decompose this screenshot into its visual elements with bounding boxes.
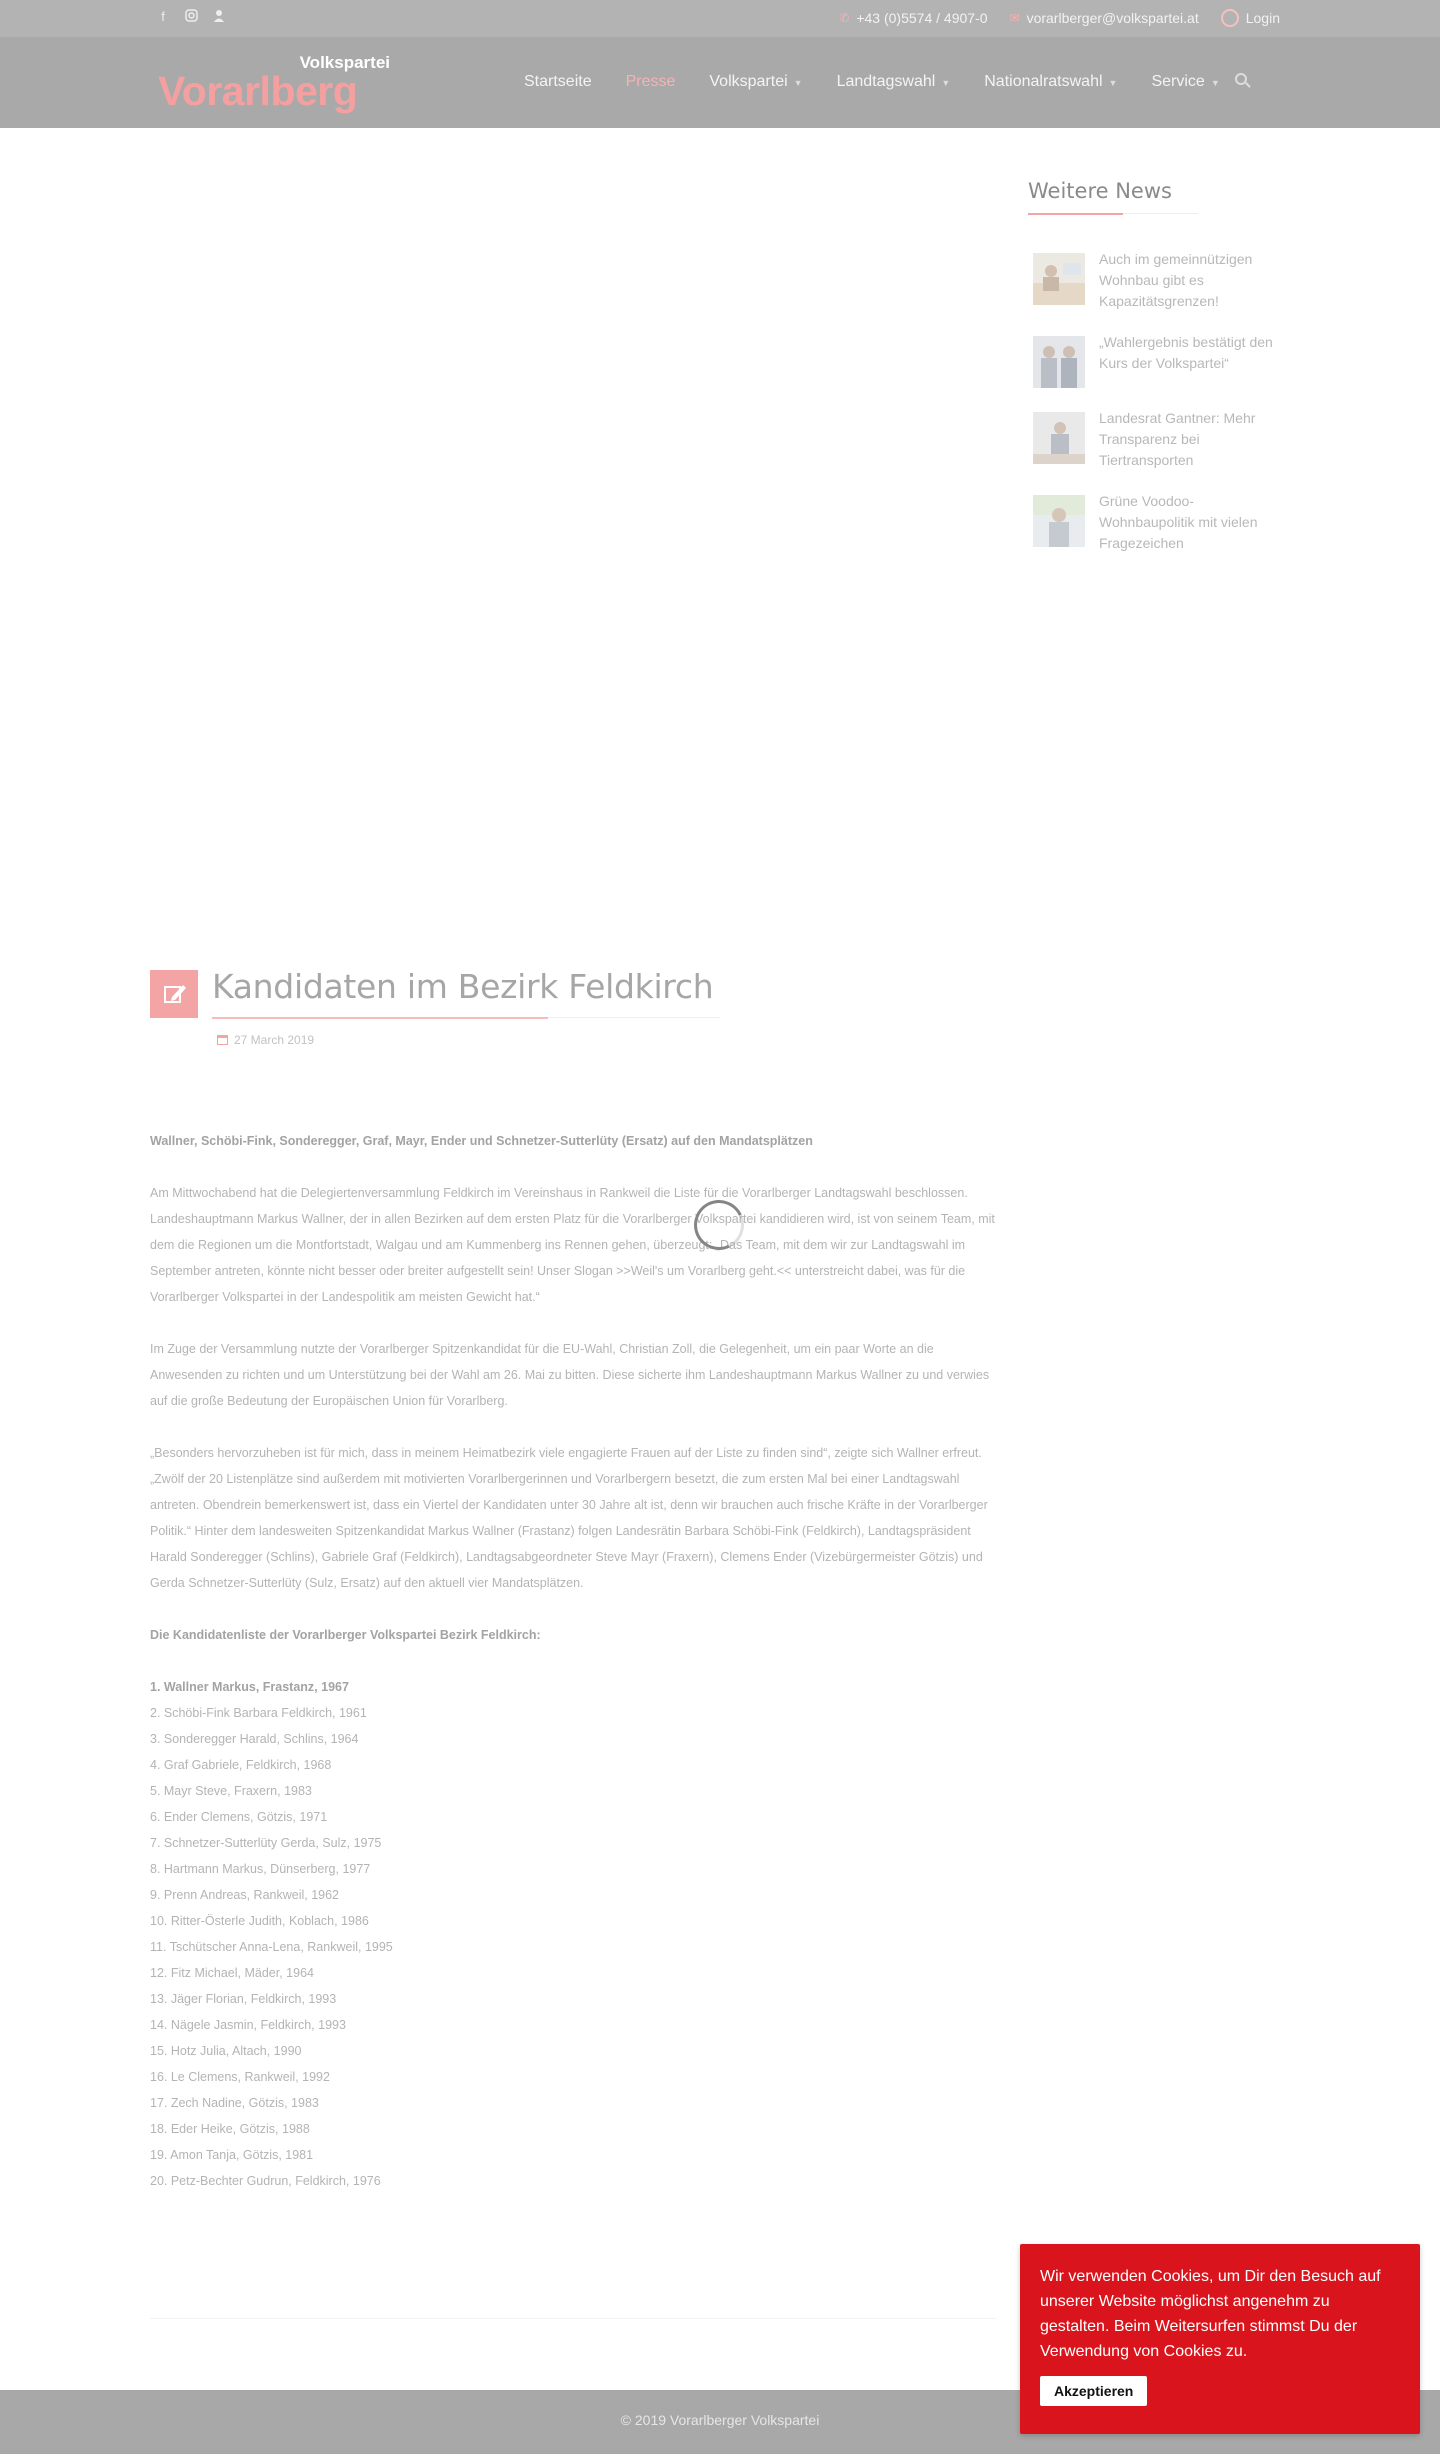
article-paragraph: Am Mittwochabend hat die Delegiertenversammlung Feldkirch im Vereinshaus in Rankweil die Liste für die Vorarlberger Landtagswahl beschlossen. Landeshauptmann Markus Wallner, der in allen Bezirken auf dem ersten Platz für die Vorarlberger Volkspartei kandidieren wird, ist von seinem Team, mit dem die Regionen um die Montfortstadt, Walgau und am Kummenberg ins Rennen gehen, überzeugt: „Das Team, mit dem wir zur Landtagswahl im September antreten, könnte nicht besser oder breiter aufgestellt sein! Unser Slogan >>Weil's um Vorarlberg geht.<< unterstreicht dabei, was für die Vorarlberger Volkspartei in der Landespolitik am meisten Gewicht hat.“ [150, 1186, 995, 1304]
nav-item-volkspartei[interactable] [709, 73, 802, 91]
calendar-icon [217, 1035, 228, 1045]
list-item: 6. Ender Clemens, Götzis, 1971 [150, 1810, 328, 1824]
login-link[interactable] [1221, 9, 1280, 27]
search-icon[interactable] [1235, 73, 1251, 89]
list-item: 8. Hartmann Markus, Dünserberg, 1977 [150, 1862, 371, 1876]
user-icon[interactable] [212, 9, 226, 25]
contact-info [839, 9, 1280, 27]
nav-label: Startseite [524, 73, 592, 90]
list-item: 10. Ritter-Österle Judith, Koblach, 1986 [150, 1914, 369, 1928]
article-paragraph: Im Zuge der Versammlung nutzte der Vorarlberger Spitzenkandidat für die EU-Wahl, Christian Zoll, die Gelegenheit, um ein paar Worte an die Anwesenden zu richten und um Unterstützung bei der Wahl am 26. Mai zu bitten. Diese sicherte ihm Landeshauptmann Markus Wallner zu und verwies auf die große Bedeutung der Europäischen Union für Vorarlberg. [150, 1342, 990, 1408]
content-divider [150, 2318, 996, 2319]
site-header [0, 37, 1440, 128]
nav-label: Nationalratswahl [984, 73, 1103, 90]
news-thumbnail[interactable] [1033, 412, 1085, 464]
title-underline [212, 1017, 720, 1018]
phone-number: +43 (0)5574 / 4907-0 [856, 10, 988, 26]
edit-icon [150, 970, 198, 1018]
list-item: 12. Fitz Michael, Mäder, 1964 [150, 1966, 314, 1980]
nav-item-startseite[interactable] [524, 73, 592, 91]
article-title: Kandidaten im Bezirk Feldkirch [212, 967, 714, 1006]
list-item: 7. Schnetzer-Sutterlüty Gerda, Sulz, 1975 [150, 1836, 382, 1850]
cookie-banner [1020, 2244, 1420, 2434]
news-title[interactable]: Grüne Voodoo-Wohnbaupolitik mit vielen Fragezeichen [1099, 493, 1258, 551]
chevron-down-icon: ▼ [1108, 78, 1118, 88]
news-title[interactable]: Landesrat Gantner: Mehr Transparenz bei Tiertransporten [1099, 410, 1256, 468]
news-thumbnail[interactable] [1033, 336, 1085, 388]
candidate-list [150, 1674, 1000, 2194]
list-item: 16. Le Clemens, Rankweil, 1992 [150, 2070, 330, 2084]
sidebar-news [1028, 178, 1278, 574]
envelope-icon: ✉ [1009, 11, 1020, 25]
nav-item-presse[interactable] [626, 73, 676, 91]
cookie-message: Wir verwenden Cookies, um Dir den Besuch auf unserer Website möglichst angenehm zu gestalten. Beim Weitersurfen stimmst Du der Verwendung von Cookies zu. [1040, 2268, 1381, 2360]
news-item[interactable] [1028, 408, 1278, 471]
nav-label: Presse [625, 73, 676, 90]
nav-label: Service [1151, 73, 1205, 90]
news-list [1028, 249, 1278, 554]
nav-item-service[interactable] [1151, 73, 1219, 91]
social-links [156, 9, 226, 25]
login-label: Login [1245, 10, 1280, 26]
article-body [150, 1128, 1000, 2194]
list-item: 15. Hotz Julia, Altach, 1990 [150, 2044, 302, 2058]
list-item: 14. Nägele Jasmin, Feldkirch, 1993 [150, 2018, 346, 2032]
top-bar [0, 0, 1440, 37]
list-item: 20. Petz-Bechter Gudrun, Feldkirch, 1976 [150, 2174, 381, 2188]
list-item: 3. Sonderegger Harald, Schlins, 1964 [150, 1732, 359, 1746]
list-item: 4. Graf Gabriele, Feldkirch, 1968 [150, 1758, 332, 1772]
article-date [217, 1033, 314, 1047]
news-item[interactable] [1028, 332, 1278, 388]
article-paragraph: „Besonders hervorzuheben ist für mich, dass in meinem Heimatbezirk viele engagierte Frauen auf der Liste zu finden sind“, zeigte sich Wallner erfreut. „Zwölf der 20 Listenplätze sind außerdem mit motivierten Vorarlbergerinnen und Vorarlbergern besetzt, die zum ersten Mal bei einer Landtagswahl antreten. Obendrein bemerkenswert ist, dass ein Viertel der Kandidaten unter 30 Jahre alt ist, denn wir brauchen auch frische Kräfte in der Vorarlberger Politik.“ Hinter dem landesweiten Spitzenkandidat Markus Wallner (Frastanz) folgen Landesrätin Barbara Schöbi-Fink (Feldkirch), Landtagspräsident Harald Sonderegger (Schlins), Gabriele Graf (Feldkirch), Landtagsabgeordneter Steve Mayr (Fraxern), Clemens Ender (Vizebürgermeister Götzis) und Gerda Schnetzer-Sutterlüty (Sulz, Ersatz) auf den aktuell vier Mandatsplätzen. [150, 1446, 988, 1590]
news-item[interactable] [1028, 249, 1278, 312]
list-item: 2. Schöbi-Fink Barbara Feldkirch, 1961 [150, 1706, 367, 1720]
accept-cookies-button[interactable]: Akzeptieren [1040, 2376, 1147, 2406]
news-thumbnail[interactable] [1033, 253, 1085, 305]
list-item: 13. Jäger Florian, Feldkirch, 1993 [150, 1992, 337, 2006]
date-text: 27 March 2019 [234, 1033, 315, 1047]
logo-top-text: Volkspartei [299, 53, 390, 72]
email-address: vorarlberger@volkspartei.at [1026, 10, 1199, 26]
sidebar-heading: Weitere News [1028, 179, 1172, 203]
nav-label: Landtagswahl [836, 73, 936, 90]
news-item[interactable] [1028, 491, 1278, 554]
user-circle-icon [1221, 9, 1239, 27]
candidate-list-heading: Die Kandidatenliste der Vorarlberger Volkspartei Bezirk Feldkirch: [150, 1628, 541, 1642]
news-thumbnail[interactable] [1033, 495, 1085, 547]
phone-icon: ✆ [839, 11, 850, 25]
nav-item-nationalratswahl[interactable] [984, 73, 1117, 91]
instagram-icon[interactable] [184, 9, 198, 25]
main-nav [524, 73, 1254, 91]
nav-label: Volkspartei [709, 73, 788, 90]
logo-main-text: Vorarlberg [158, 68, 358, 114]
chevron-down-icon: ▼ [941, 78, 951, 88]
nav-item-landtagswahl[interactable] [837, 73, 951, 91]
news-title[interactable]: Auch im gemeinnützigen Wohnbau gibt es Kapazitätsgrenzen! [1099, 251, 1253, 309]
chevron-down-icon: ▼ [1210, 78, 1220, 88]
email-contact[interactable] [1010, 9, 1199, 27]
facebook-icon[interactable]: f [161, 9, 165, 24]
heading-underline [1028, 213, 1198, 214]
news-title[interactable]: „Wahlergebnis bestätigt den Kurs der Volkspartei“ [1099, 334, 1273, 371]
phone-contact[interactable] [839, 9, 987, 27]
list-item: 18. Eder Heike, Götzis, 1988 [150, 2122, 310, 2136]
list-item: 11. Tschütscher Anna-Lena, Rankweil, 1995 [150, 1940, 393, 1954]
list-item: 17. Zech Nadine, Götzis, 1983 [150, 2096, 319, 2110]
site-logo[interactable] [158, 53, 398, 113]
article-lead: Wallner, Schöbi-Fink, Sonderegger, Graf, Mayr, Ender und Schnetzer-Sutterlüty (Ersatz) auf den Mandatsplätzen [150, 1134, 813, 1148]
list-item: 1. Wallner Markus, Frastanz, 1967 [150, 1680, 349, 1694]
list-item: 5. Mayr Steve, Fraxern, 1983 [150, 1784, 312, 1798]
list-item: 19. Amon Tanja, Götzis, 1981 [150, 2148, 314, 2162]
chevron-down-icon: ▼ [793, 78, 803, 88]
list-item: 9. Prenn Andreas, Rankweil, 1962 [150, 1888, 340, 1902]
copyright-text: © 2019 Vorarlberger Volkspartei [620, 2412, 820, 2428]
